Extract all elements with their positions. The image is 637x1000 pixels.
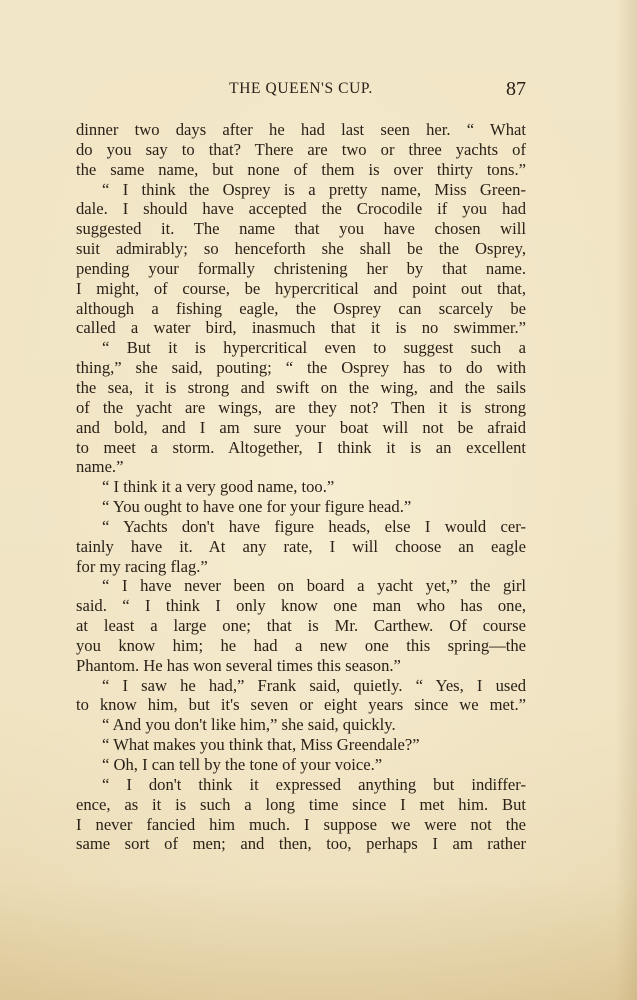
running-header: [76, 78, 526, 102]
text-line: called a water bird, inasmuch that it is no swimmer.”: [76, 318, 526, 338]
text-line: “ I don't think it expressed anything but indiffer-: [102, 774, 526, 794]
text-line: to know him, but it's seven or eight years since we met.”: [76, 695, 526, 715]
page-edge-shadow: [615, 0, 637, 1000]
text-line: the sea, it is strong and swift on the wing, and the sails: [76, 377, 526, 397]
text-line: at least a large one; that is Mr. Carthew. Of course: [76, 616, 526, 636]
text-line: ence, as it is such a long time since I met him. But: [76, 794, 526, 814]
text-line: the same name, but none of them is over thirty tons.”: [76, 159, 526, 179]
text-line: suggested it. The name that you have chosen will: [76, 219, 526, 239]
text-line: Phantom. He has won several times this season.”: [76, 655, 401, 675]
text-line: “ What makes you think that, Miss Greendale?”: [102, 735, 420, 755]
text-line: do you say to that? There are two or three yachts of: [76, 139, 526, 159]
text-line: “ I saw he had,” Frank said, quietly. “ Yes, I used: [102, 675, 526, 695]
text-line: you know him; he had a new one this spring—the: [76, 635, 526, 655]
text-line: “ I think the Osprey is a pretty name, Miss Green-: [102, 179, 526, 199]
text-line: suit admirably; so henceforth she shall be the Osprey,: [76, 239, 526, 259]
text-line: for my racing flag.”: [76, 556, 208, 576]
text-line: said. “ I think I only know one man who has one,: [76, 596, 526, 616]
text-line: dale. I should have accepted the Crocodile if you had: [76, 199, 526, 219]
text-line: to meet a storm. Altogether, I think it is an excellent: [76, 437, 526, 457]
text-line: “ Oh, I can tell by the tone of your voice.”: [102, 755, 383, 774]
page-number: 87: [506, 78, 526, 100]
text-line: thing,” she said, pouting; “ the Osprey has to do with: [76, 358, 526, 378]
text-line: name.”: [76, 457, 124, 477]
page-aging-tint: [0, 880, 637, 1000]
text-line: same sort of men; and then, too, perhaps I am rather: [76, 834, 526, 854]
text-line: I never fancied him much. I suppose we were not the: [76, 814, 526, 834]
text-line: and bold, and I am sure your boat will not be afraid: [76, 417, 526, 437]
body-text: [76, 120, 526, 854]
text-line: “ And you don't like him,” she said, quickly.: [102, 715, 396, 735]
text-line: dinner two days after he had last seen her. “ What: [76, 120, 526, 139]
text-line: “ But it is hypercritical even to suggest such a: [102, 338, 526, 358]
text-line: “ I have never been on board a yacht yet,” the girl: [102, 576, 526, 596]
text-line: although a fishing eagle, the Osprey can scarcely be: [76, 298, 526, 318]
text-line: tainly have it. At any rate, I will choose an eagle: [76, 536, 526, 556]
text-line: “ Yachts don't have figure heads, else I would cer-: [102, 516, 526, 536]
text-line: I might, of course, be hypercritical and point out that,: [76, 278, 526, 298]
text-line: pending your formally christening her by that name.: [76, 258, 526, 278]
text-line: “ I think it a very good name, too.”: [102, 477, 335, 497]
running-title: THE QUEEN'S CUP.: [229, 80, 373, 97]
text-line: of the yacht are wings, are they not? Then it is strong: [76, 397, 526, 417]
text-line: “ You ought to have one for your figure head.”: [102, 497, 412, 517]
